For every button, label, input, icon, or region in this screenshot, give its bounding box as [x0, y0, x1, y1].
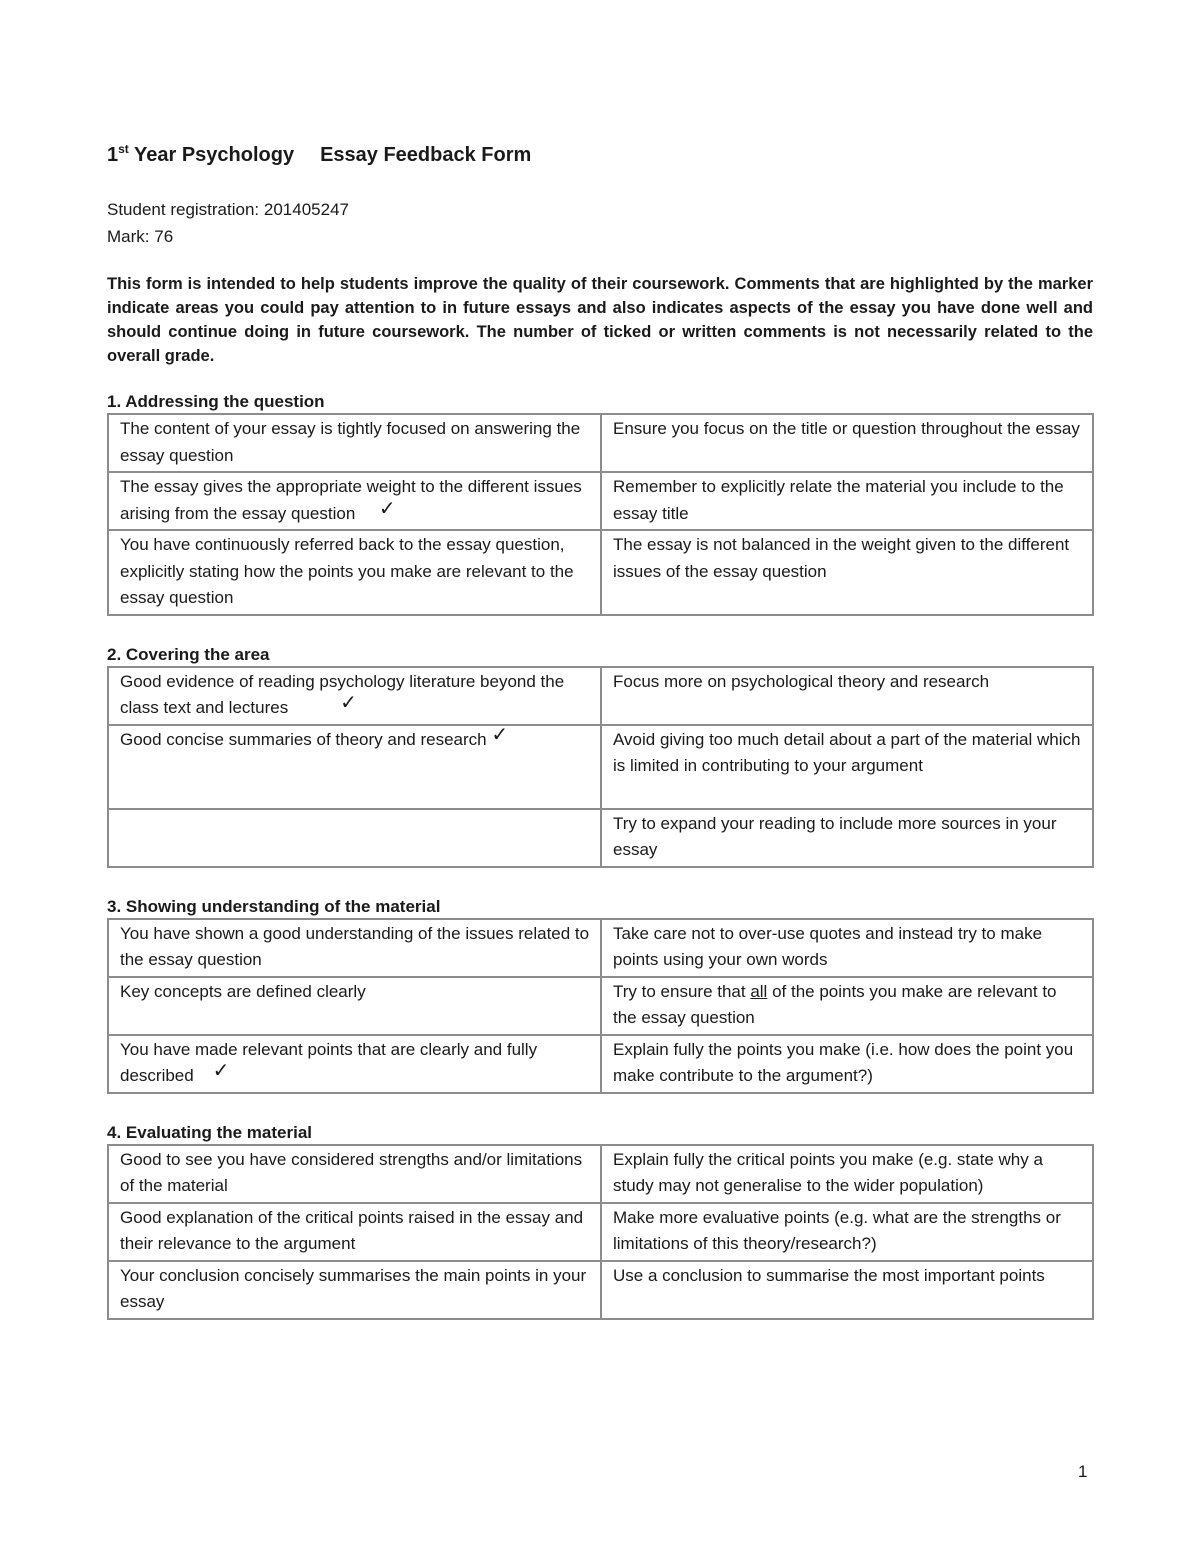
section-addressing-question: [107, 391, 1093, 616]
title-year-suffix: st: [118, 142, 129, 156]
table-row: [108, 1203, 1093, 1261]
title-course: Year Psychology: [134, 144, 295, 166]
improvement-comment: Try to ensure that all of the points you make are relevant to the essay question: [601, 977, 1093, 1035]
table-row: [108, 1261, 1093, 1319]
tick-mark-icon: ✓: [340, 690, 357, 714]
positive-comment: Good concise summaries of theory and research ✓: [108, 725, 601, 809]
section-showing-understanding: [107, 896, 1093, 1094]
positive-comment: You have shown a good understanding of the issues related to the essay question: [108, 919, 601, 977]
improvement-comment: Make more evaluative points (e.g. what are the strengths or limitations of this theory/research?): [601, 1203, 1093, 1261]
document-page: [107, 138, 1093, 1320]
section-heading: 1. Addressing the question: [107, 392, 325, 411]
positive-comment: Good explanation of the critical points raised in the essay and their relevance to the argument: [108, 1203, 601, 1261]
positive-comment: Good to see you have considered strengths and/or limitations of the material: [108, 1145, 601, 1203]
feedback-table: [107, 413, 1094, 616]
positive-comment: You have made relevant points that are clearly and fully described ✓: [108, 1035, 601, 1093]
table-row: [108, 1145, 1093, 1203]
feedback-table: [107, 918, 1094, 1094]
improvement-comment: Focus more on psychological theory and research: [601, 667, 1093, 725]
table-row: [108, 809, 1093, 867]
section-evaluating-material: [107, 1122, 1093, 1320]
improvement-comment: Ensure you focus on the title or question throughout the essay: [601, 414, 1093, 472]
emphasis-all: all: [750, 981, 768, 1001]
registration-line: [107, 196, 1093, 223]
intro-paragraph: This form is intended to help students improve the quality of their coursework. Comments that are highlighted by the marker indicate areas you could pay attention to in future essays and also indicates aspects of the essay you have done well and should continue doing in future coursework. The number of ticked or written comments is not necessarily related to the overall grade.: [107, 275, 1093, 365]
improvement-comment: Explain fully the points you make (i.e. how does the point you make contribute to the argument?): [601, 1035, 1093, 1093]
registration-value: 201405247: [263, 200, 349, 219]
improvement-comment: Avoid giving too much detail about a part of the material which is limited in contributing to your argument: [601, 725, 1093, 809]
improvement-comment: Try to expand your reading to include more sources in your essay: [601, 809, 1093, 867]
table-row: [108, 919, 1093, 977]
section-heading: 3. Showing understanding of the material: [107, 896, 441, 916]
page-title: [107, 138, 1093, 172]
positive-comment: Good evidence of reading psychology literature beyond the class text and lectures ✓: [108, 667, 601, 725]
feedback-table: [107, 666, 1094, 868]
positive-comment: The content of your essay is tightly focused on answering the essay question: [108, 414, 601, 472]
table-row: [108, 725, 1093, 809]
positive-comment: Key concepts are defined clearly: [108, 977, 601, 1035]
section-heading: 2. Covering the area: [107, 644, 270, 664]
feedback-table: [107, 1144, 1094, 1320]
positive-comment: The essay gives the appropriate weight to the different issues arising from the essay question ✓: [108, 472, 601, 530]
empty-comment-cell: [108, 809, 601, 867]
improvement-comment: The essay is not balanced in the weight given to the different issues of the essay question: [601, 530, 1093, 615]
table-row: [108, 472, 1093, 530]
tick-mark-icon: ✓: [491, 721, 509, 746]
mark-line: [107, 223, 1093, 250]
section-covering-area: [107, 644, 1093, 868]
improvement-comment: Explain fully the critical points you make (e.g. state why a study may not generalise to the wider population): [601, 1145, 1093, 1203]
student-info: [107, 196, 1093, 250]
mark-label: Mark:: [107, 227, 150, 246]
table-row: [108, 414, 1093, 472]
table-row: [108, 530, 1093, 615]
title-form-name: Essay Feedback Form: [320, 144, 532, 166]
improvement-comment: Take care not to over-use quotes and instead try to make points using your own words: [601, 919, 1093, 977]
improvement-comment: Remember to explicitly relate the material you include to the essay title: [601, 472, 1093, 530]
table-row: [108, 977, 1093, 1035]
tick-mark-icon: ✓: [378, 495, 396, 520]
page-number: 1: [1078, 1462, 1088, 1481]
table-row: [108, 667, 1093, 725]
table-row: [108, 1035, 1093, 1093]
section-heading: 4. Evaluating the material: [107, 1122, 313, 1142]
positive-comment: Your conclusion concisely summarises the main points in your essay: [108, 1261, 601, 1319]
positive-comment: You have continuously referred back to the essay question, explicitly stating how the points you make are relevant to the essay question: [108, 530, 601, 615]
title-year-number: 1: [107, 144, 119, 166]
registration-label: Student registration:: [107, 200, 260, 219]
improvement-comment: Use a conclusion to summarise the most important points: [601, 1261, 1093, 1319]
mark-value: 76: [154, 227, 174, 246]
tick-mark-icon: ✓: [212, 1058, 230, 1082]
